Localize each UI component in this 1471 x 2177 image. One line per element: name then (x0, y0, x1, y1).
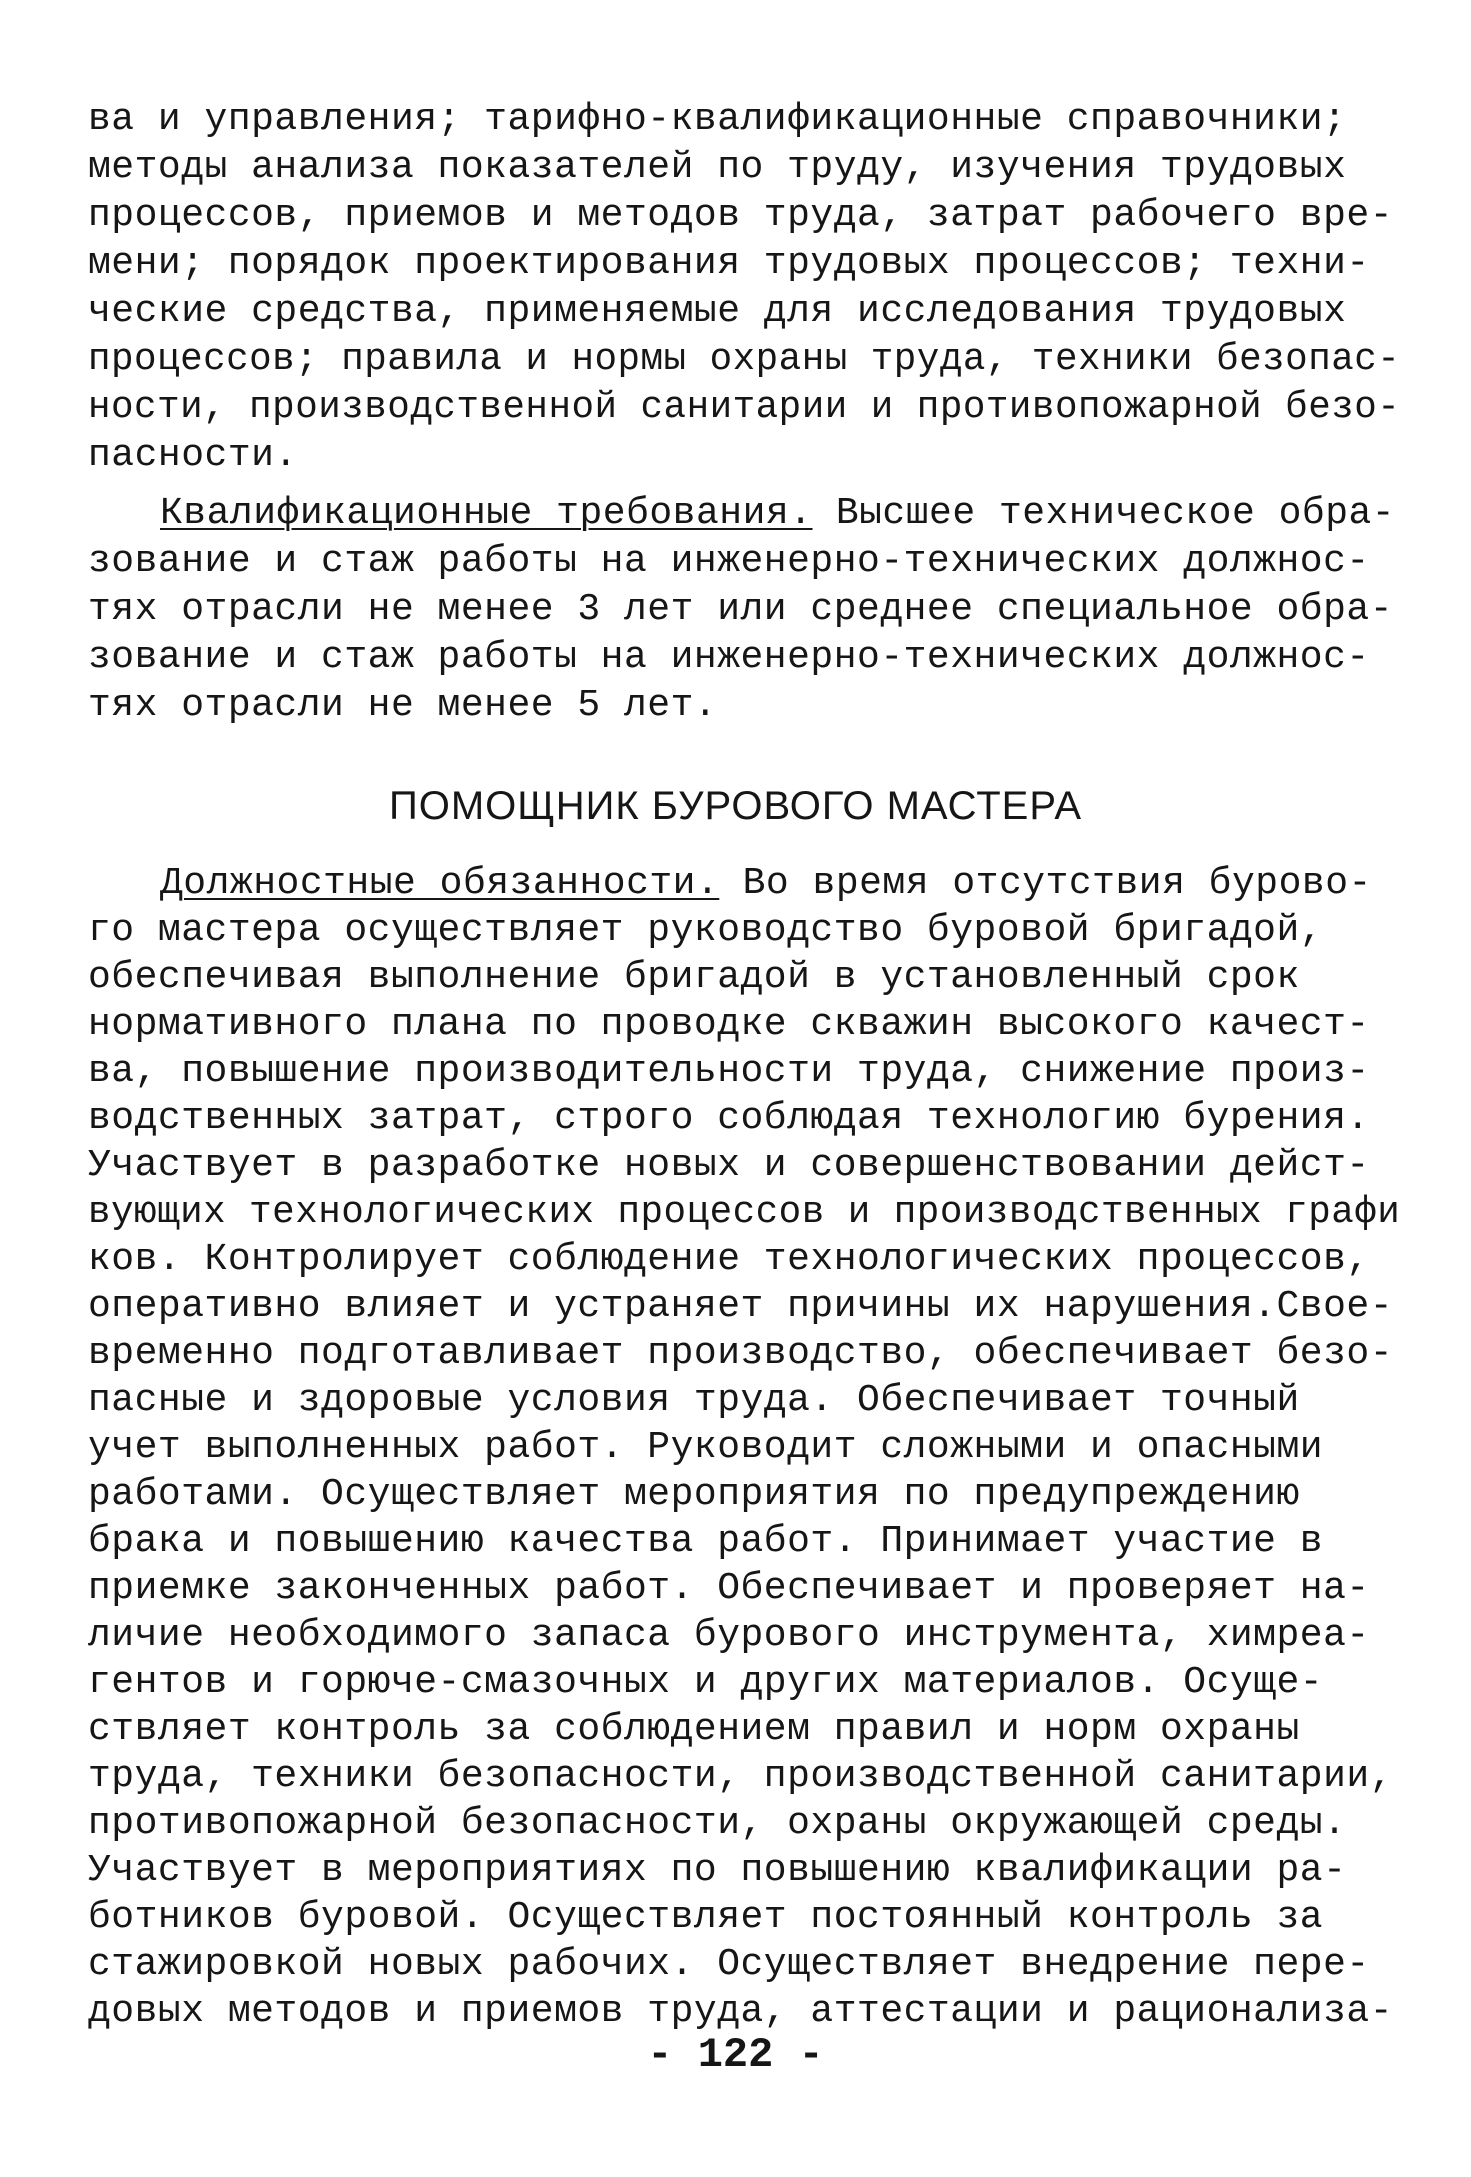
qualification-line: зование и стаж работы на инженерно-технических должнос- (88, 636, 1370, 679)
duties-line: ков. Контролирует соблюдение технологических процессов, (88, 1238, 1370, 1281)
duties-line: труда, техники безопасности, производственной санитарии, (88, 1755, 1394, 1798)
intro-line: ности, производственной санитарии и противопожарной безо- (88, 387, 1401, 429)
qualification-line: тях отрасли не менее 5 лет. (88, 684, 718, 727)
duties-line: ботников буровой. Осуществляет постоянный контроль за (88, 1896, 1324, 1939)
qualification-label: Квалификационные требования. (160, 492, 813, 535)
duties-line: брака и повышению качества работ. Принимает участие в (88, 1520, 1324, 1563)
duties-line: противопожарной безопасности, охраны окружающей среды. (88, 1802, 1347, 1845)
qualification-line: тях отрасли не менее 3 лет или среднее специальное обра- (88, 588, 1394, 631)
qualification-first-line-text: Высшее техническое обра- (812, 492, 1396, 535)
intro-line: процессов, приемов и методов труда, затрат рабочего вре- (88, 194, 1394, 237)
duties-line: гентов и горюче-смазочных и других материалов. Осуще- (88, 1661, 1324, 1704)
intro-line: ческие средства, применяемые для исследования трудовых (88, 290, 1347, 333)
intro-line: методы анализа показателей по труду, изучения трудовых (88, 146, 1347, 189)
intro-line: пасности. (88, 434, 298, 477)
page-number: - 122 - (647, 2031, 824, 2079)
duties-line: довых методов и приемов труда, аттестации и рационализа- (88, 1990, 1394, 2033)
section-title: ПОМОЩНИК БУРОВОГО МАСТЕРА (388, 784, 1083, 828)
duties-label: Должностные обязанности. (160, 862, 720, 905)
duties-first-line (160, 860, 1372, 908)
duties-line: обеспечивая выполнение бригадой в установленный срок (88, 956, 1300, 999)
intro-line: ва и управления; тарифно-квалификационные справочники; (88, 98, 1347, 141)
qualification-line: зование и стаж работы на инженерно-технических должнос- (88, 540, 1370, 583)
qualification-first-line (160, 490, 1395, 538)
duties-line: пасные и здоровые условия труда. Обеспечивает точный (88, 1379, 1300, 1422)
duties-line: ва, повышение производительности труда, снижение произ- (88, 1050, 1370, 1093)
duties-line: водственных затрат, строго соблюдая технологию бурения. (88, 1097, 1370, 1140)
duties-line: стажировкой новых рабочих. Осуществляет внедрение пере- (88, 1943, 1370, 1986)
duties-line: работами. Осуществляет мероприятия по предупреждению (88, 1473, 1300, 1516)
intro-line: мени; порядок проектирования трудовых процессов; техни- (88, 242, 1370, 285)
duties-line: вующих технологических процессов и производственных графи (88, 1192, 1401, 1234)
duties-line: нормативного плана по проводке скважин высокого качест- (88, 1003, 1370, 1046)
intro-line: процессов; правила и нормы охраны труда, техники безопас- (88, 339, 1401, 381)
duties-line: ствляет контроль за соблюдением правил и норм охраны (88, 1708, 1300, 1751)
duties-line: личие необходимого запаса бурового инструмента, химреа- (88, 1614, 1370, 1657)
duties-line: учет выполненных работ. Руководит сложными и опасными (88, 1426, 1324, 1469)
duties-first-line-text: Во время отсутствия бурово- (719, 862, 1372, 905)
duties-line: приемке законченных работ. Обеспечивает и проверяет на- (88, 1567, 1370, 1610)
duties-line: временно подготавливает производство, обеспечивает безо- (88, 1332, 1394, 1375)
duties-line: Участвует в разработке новых и совершенствовании дейст- (88, 1144, 1370, 1187)
duties-line: го мастера осуществляет руководство буровой бригадой, (88, 909, 1324, 952)
duties-line: оперативно влияет и устраняет причины их нарушения.Свое- (88, 1285, 1394, 1328)
duties-line: Участвует в мероприятиях по повышению квалификации ра- (88, 1849, 1347, 1892)
